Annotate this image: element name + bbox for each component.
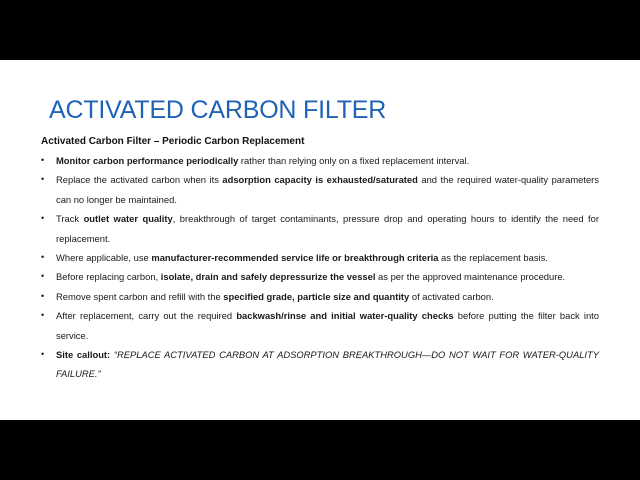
site-callout-text: “REPLACE ACTIVATED CARBON AT ADSORPTION BREAKTHROUGH—DO NOT WAIT FOR WATER-QUALITY FAILURE.” <box>56 349 599 380</box>
bullet-text: , breakthrough of target contaminants, pressure drop and operating hours to identify the need for replacement. <box>56 213 599 244</box>
bullet-text: Replace the activated carbon when its <box>56 174 223 186</box>
slide-subtitle: Activated Carbon Filter – Periodic Carbon Replacement <box>41 136 305 147</box>
bullet-item <box>41 267 599 286</box>
bullet-item <box>41 248 599 267</box>
bullet-dot: • <box>41 349 45 360</box>
slide <box>0 60 640 420</box>
bullet-text: Before replacing carbon, <box>56 271 161 283</box>
bullet-item <box>41 287 599 306</box>
bullet-text: Track <box>56 213 84 225</box>
bullet-text-bold: adsorption capacity is exhausted/saturated <box>222 174 418 186</box>
bullet-dot: • <box>41 271 45 282</box>
bullet-dot: • <box>41 155 45 165</box>
bullet-text-bold: outlet water quality <box>83 213 173 225</box>
bullet-item <box>41 170 599 209</box>
bullet-text: Where applicable, use <box>56 252 152 264</box>
bullet-item <box>41 306 599 345</box>
bullet-item <box>41 151 599 170</box>
bullet-text: of activated carbon. <box>409 290 494 302</box>
bullet-text-bold: isolate, drain and safely depressurize the vessel <box>160 271 376 283</box>
bullet-dot: • <box>41 213 45 224</box>
bullet-text: rather than relying only on a fixed replacement interval. <box>238 155 470 166</box>
bullet-list <box>41 151 599 384</box>
slide-title: ACTIVATED CARBON FILTER <box>49 96 387 124</box>
bullet-dot: • <box>41 174 45 185</box>
bullet-text: as the replacement basis. <box>438 252 548 264</box>
bullet-dot: • <box>41 252 45 263</box>
bullet-text-bold: specified grade, particle size and quantity <box>223 290 410 302</box>
bullet-text-bold: backwash/rinse and initial water-quality checks <box>236 310 454 322</box>
bullet-item <box>41 345 599 384</box>
bullet-text: and the required water-quality parameters can no longer be maintained. <box>56 174 599 205</box>
site-callout-label: Site callout: <box>56 349 114 361</box>
bullet-text-bold: Monitor carbon performance periodically <box>56 155 239 166</box>
bullet-text: After replacement, carry out the required <box>56 310 237 322</box>
bullet-text: as per the approved maintenance procedure. <box>375 271 566 283</box>
bullet-dot: • <box>41 290 45 301</box>
bullet-dot: • <box>41 310 45 321</box>
bullet-item <box>41 209 599 248</box>
bullet-text: Remove spent carbon and refill with the <box>56 290 224 302</box>
bullet-text-bold: manufacturer-recommended service life or breakthrough criteria <box>151 252 439 264</box>
bullet-text: before putting the filter back into service. <box>56 310 600 341</box>
